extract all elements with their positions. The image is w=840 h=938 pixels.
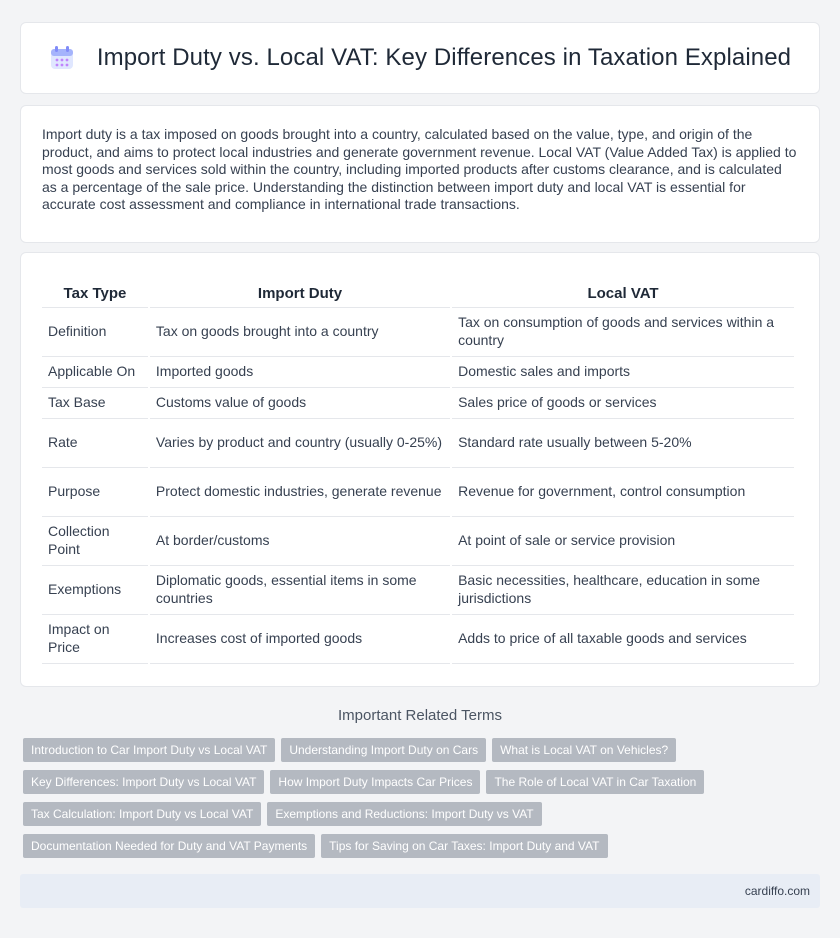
row-label: Applicable On (42, 357, 148, 388)
related-term-link[interactable]: Documentation Needed for Duty and VAT Payments (23, 834, 315, 858)
local-vat-cell: At point of sale or service provision (452, 517, 794, 566)
intro-text: Import duty is a tax imposed on goods brought into a country, calculated based on the value, type, and origin of the product, and aims to protect local industries and generate government revenue. Local VAT (Value Added Tax) is applied to most goods and services sold within the country, including imported products after customs clearance, and is calculated as a percentage of the sale price. Understanding the distinction between import duty and local VAT is essential for accurate cost assessment and compliance in international trade transactions. (42, 126, 797, 213)
tag-row (23, 834, 813, 858)
row-label: Purpose (42, 468, 148, 517)
site-name[interactable]: cardiffo.com (744, 884, 810, 898)
column-header-local-vat: Local VAT (452, 281, 794, 308)
column-header-import-duty: Import Duty (150, 281, 450, 308)
column-header-tax-type: Tax Type (42, 281, 148, 308)
table-row (42, 308, 794, 357)
row-label: Exemptions (42, 566, 148, 615)
import-duty-cell: Increases cost of imported goods (150, 615, 450, 664)
import-duty-cell: At border/customs (150, 517, 450, 566)
related-term-link[interactable]: Key Differences: Import Duty vs Local VAT (23, 770, 264, 794)
import-duty-cell: Diplomatic goods, essential items in some countries (150, 566, 450, 615)
calendar-icon (49, 45, 75, 71)
related-terms-tags (23, 738, 813, 866)
table-row (42, 566, 794, 615)
local-vat-cell: Revenue for government, control consumption (452, 468, 794, 517)
related-term-link[interactable]: Exemptions and Reductions: Import Duty vs VAT (267, 802, 541, 826)
import-duty-cell: Tax on goods brought into a country (150, 308, 450, 357)
tag-row (23, 802, 813, 826)
header-card (20, 22, 820, 94)
table-header-row (42, 281, 794, 308)
related-terms-heading: Important Related Terms (338, 707, 502, 724)
table-row (42, 388, 794, 419)
related-term-link[interactable]: What is Local VAT on Vehicles? (492, 738, 676, 762)
local-vat-cell: Sales price of goods or services (452, 388, 794, 419)
table-row (42, 357, 794, 388)
related-term-link[interactable]: Tips for Saving on Car Taxes: Import Duty and VAT (321, 834, 607, 858)
import-duty-cell: Protect domestic industries, generate revenue (150, 468, 450, 517)
tag-row (23, 770, 813, 794)
table-row (42, 419, 794, 468)
tag-row (23, 738, 813, 762)
comparison-table (40, 281, 796, 664)
footer (20, 874, 820, 908)
intro-card (20, 105, 820, 243)
row-label: Definition (42, 308, 148, 357)
row-label: Impact on Price (42, 615, 148, 664)
import-duty-cell: Varies by product and country (usually 0-25%) (150, 419, 450, 468)
local-vat-cell: Adds to price of all taxable goods and services (452, 615, 794, 664)
import-duty-cell: Customs value of goods (150, 388, 450, 419)
local-vat-cell: Standard rate usually between 5-20% (452, 419, 794, 468)
page-title: Import Duty vs. Local VAT: Key Differences in Taxation Explained (96, 44, 792, 71)
comparison-table-card (20, 252, 820, 687)
local-vat-cell: Domestic sales and imports (452, 357, 794, 388)
row-label: Rate (42, 419, 148, 468)
table-row (42, 517, 794, 566)
related-term-link[interactable]: The Role of Local VAT in Car Taxation (486, 770, 704, 794)
row-label: Tax Base (42, 388, 148, 419)
related-term-link[interactable]: Introduction to Car Import Duty vs Local VAT (23, 738, 275, 762)
local-vat-cell: Basic necessities, healthcare, education in some jurisdictions (452, 566, 794, 615)
row-label: Collection Point (42, 517, 148, 566)
table-row (42, 468, 794, 517)
local-vat-cell: Tax on consumption of goods and services within a country (452, 308, 794, 357)
related-term-link[interactable]: Understanding Import Duty on Cars (281, 738, 486, 762)
related-term-link[interactable]: How Import Duty Impacts Car Prices (270, 770, 480, 794)
related-term-link[interactable]: Tax Calculation: Import Duty vs Local VAT (23, 802, 261, 826)
import-duty-cell: Imported goods (150, 357, 450, 388)
table-row (42, 615, 794, 664)
